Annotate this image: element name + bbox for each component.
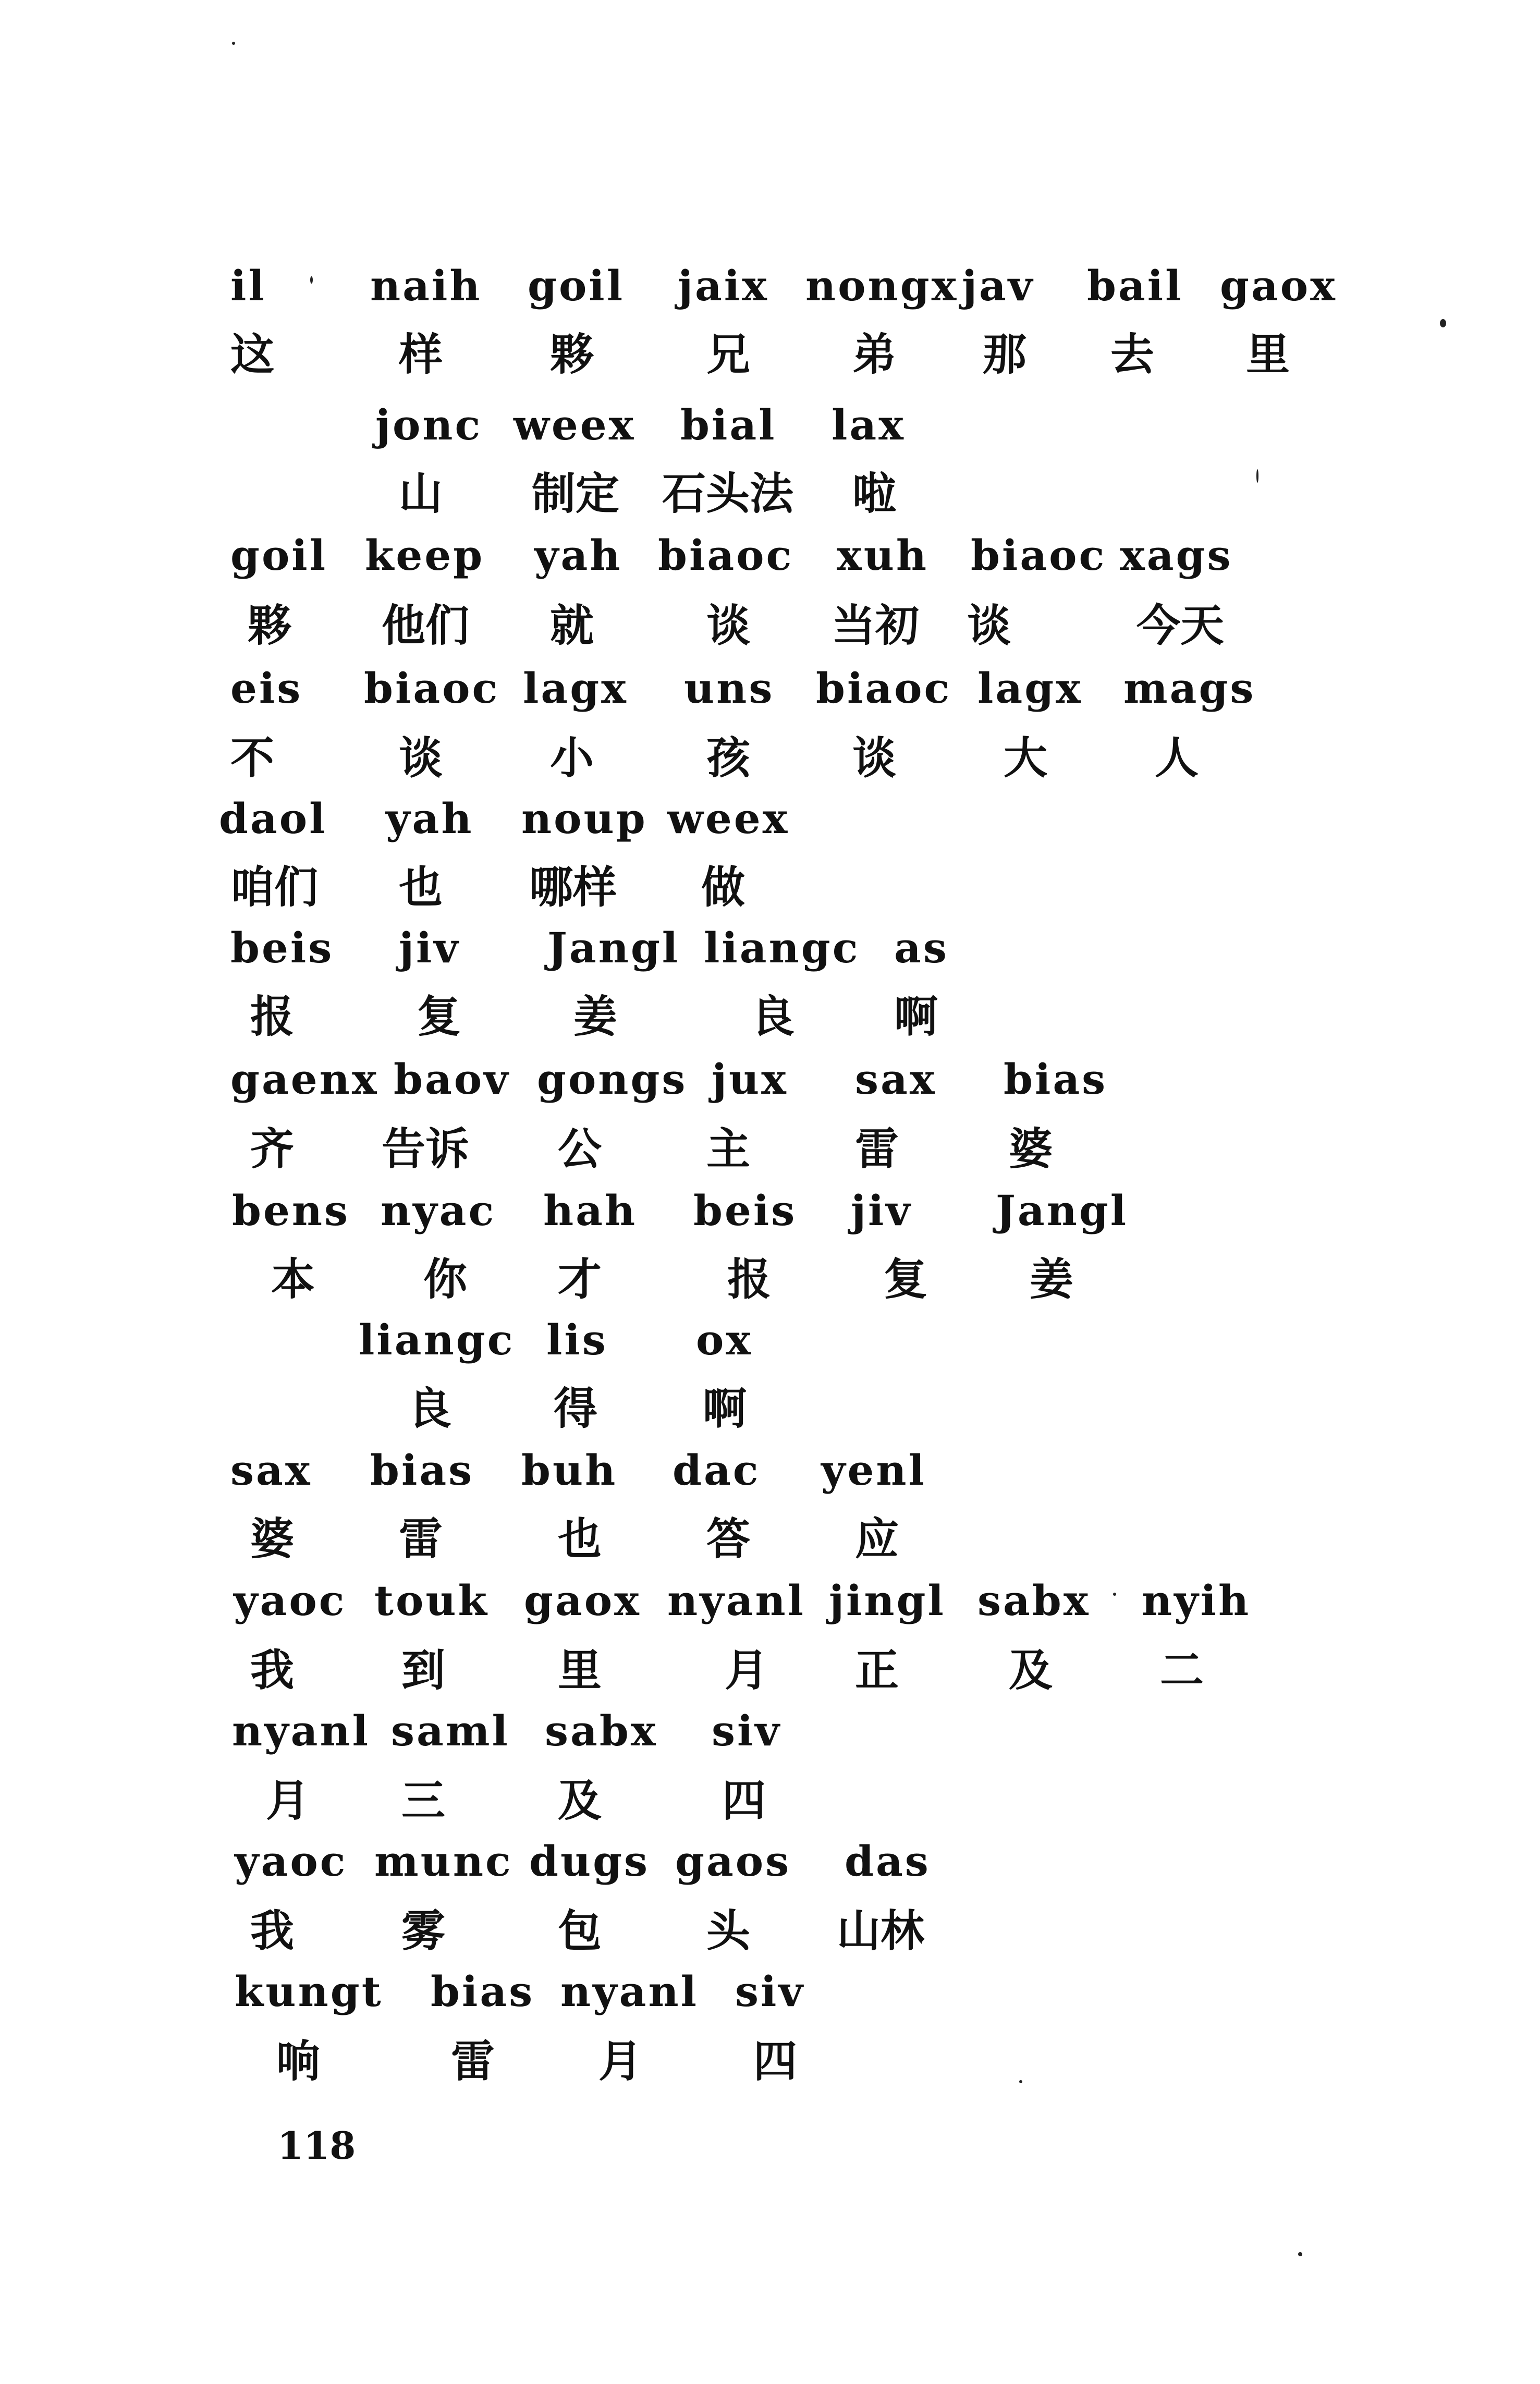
- romanized-word: nongx: [805, 261, 959, 310]
- chinese-gloss: 三: [401, 1775, 446, 1826]
- chinese-gloss: 雷: [855, 1123, 899, 1175]
- chinese-gloss: 啦: [852, 468, 897, 519]
- romanized-word: beis: [693, 1186, 797, 1235]
- romanized-word: liangc: [704, 923, 860, 972]
- chinese-gloss: 雷: [451, 2036, 495, 2087]
- romanized-word: beis: [230, 923, 334, 972]
- chinese-gloss: 及: [558, 1775, 602, 1826]
- chinese-gloss: 小: [550, 732, 594, 784]
- chinese-gloss: 那: [983, 329, 1027, 380]
- romanized-word: bial: [680, 400, 777, 449]
- chinese-gloss: 大: [1004, 732, 1048, 784]
- romanized-word: jonc: [375, 400, 483, 449]
- romanized-word: jux: [712, 1055, 788, 1104]
- chinese-gloss: 这: [230, 329, 275, 380]
- romanized-word: gongs: [537, 1055, 688, 1104]
- chinese-gloss: 包: [558, 1905, 602, 1957]
- romanized-word: lagx: [523, 664, 628, 713]
- chinese-gloss: 才: [558, 1254, 602, 1305]
- chinese-gloss: 报: [727, 1254, 772, 1305]
- romanized-word: xuh: [837, 531, 929, 580]
- romanized-word: yaoc: [235, 1837, 348, 1886]
- romanized-word: lax: [832, 400, 906, 449]
- chinese-gloss: 石头法: [662, 468, 794, 519]
- chinese-gloss: 做: [701, 862, 745, 913]
- romanized-word: jiv: [399, 923, 460, 972]
- chinese-gloss: 兄: [706, 329, 751, 380]
- romanized-word: yaoc: [234, 1576, 347, 1625]
- romanized-word: gaenx: [230, 1055, 379, 1104]
- chinese-gloss: 复: [417, 991, 461, 1042]
- romanized-word: yenl: [821, 1446, 926, 1495]
- romanized-word: goil: [528, 261, 625, 310]
- scan-speck: [310, 276, 313, 284]
- page-number: 118: [277, 2123, 356, 2168]
- romanized-word: sax: [230, 1446, 312, 1495]
- romanized-word: Jangl: [547, 923, 680, 972]
- chinese-gloss: 弟: [852, 329, 897, 380]
- scan-speck: [1256, 469, 1258, 483]
- romanized-word: hah: [543, 1186, 638, 1235]
- romanized-word: bias: [370, 1446, 474, 1495]
- chinese-gloss: 当初: [832, 600, 920, 651]
- chinese-gloss: 夥: [248, 600, 292, 651]
- chinese-gloss: 姜: [573, 991, 618, 1042]
- romanized-word: kungt: [235, 1967, 383, 2016]
- chinese-gloss: 主: [706, 1123, 751, 1175]
- romanized-word: nyih: [1142, 1576, 1251, 1625]
- romanized-word: nyanl: [232, 1706, 371, 1755]
- romanized-word: jaix: [678, 261, 769, 310]
- romanized-word: dac: [673, 1446, 761, 1495]
- chinese-gloss: 正: [855, 1645, 899, 1696]
- chinese-gloss: 本: [271, 1254, 315, 1305]
- romanized-word: bias: [431, 1967, 535, 2016]
- scan-speck: [1113, 1593, 1116, 1596]
- romanized-word: il: [230, 261, 266, 310]
- chinese-gloss: 他们: [382, 600, 470, 651]
- chinese-gloss: 就: [550, 600, 594, 651]
- chinese-gloss: 今天: [1136, 600, 1225, 651]
- romanized-word: lagx: [977, 664, 1083, 713]
- romanized-word: siv: [712, 1706, 781, 1755]
- chinese-gloss: 你: [423, 1254, 468, 1305]
- romanized-word: biaoc: [971, 531, 1107, 580]
- romanized-word: nyanl: [560, 1967, 699, 2016]
- romanized-word: biaoc: [364, 664, 500, 713]
- chinese-gloss: 人: [1155, 732, 1199, 784]
- chinese-gloss: 答: [706, 1513, 751, 1564]
- romanized-word: jingl: [829, 1576, 946, 1625]
- romanized-word: jav: [962, 261, 1035, 310]
- romanized-word: as: [894, 923, 949, 972]
- chinese-gloss: 四: [722, 1775, 766, 1826]
- romanized-word: bens: [232, 1186, 350, 1235]
- romanized-word: sabx: [545, 1706, 658, 1755]
- chinese-gloss: 雾: [401, 1905, 446, 1957]
- chinese-gloss: 咱们: [230, 862, 319, 913]
- romanized-word: gaox: [524, 1576, 641, 1625]
- romanized-word: weex: [667, 794, 790, 843]
- romanized-word: dugs: [529, 1837, 650, 1886]
- romanized-word: goil: [230, 531, 328, 580]
- chinese-gloss: 啊: [703, 1383, 747, 1434]
- chinese-gloss: 谈: [967, 600, 1011, 651]
- chinese-gloss: 也: [399, 862, 443, 913]
- romanized-word: bail: [1087, 261, 1183, 310]
- scan-speck: [1298, 2252, 1302, 2256]
- chinese-gloss: 报: [250, 991, 295, 1042]
- romanized-word: weex: [514, 400, 636, 449]
- chinese-gloss: 公: [558, 1123, 602, 1175]
- chinese-gloss: 到: [401, 1645, 446, 1696]
- romanized-word: naih: [370, 261, 482, 310]
- chinese-gloss: 四: [753, 2036, 798, 2087]
- chinese-gloss: 也: [558, 1513, 602, 1564]
- chinese-gloss: 我: [250, 1645, 295, 1696]
- chinese-gloss: 去: [1110, 329, 1155, 380]
- scan-speck: [1440, 319, 1446, 327]
- chinese-gloss: 应: [855, 1513, 899, 1564]
- romanized-word: bias: [1004, 1055, 1108, 1104]
- romanized-word: buh: [521, 1446, 618, 1495]
- romanized-word: munc: [374, 1837, 513, 1886]
- chinese-gloss: 头: [706, 1905, 751, 1957]
- romanized-word: mags: [1123, 664, 1256, 713]
- chinese-gloss: 不: [230, 732, 275, 784]
- romanized-word: siv: [735, 1967, 805, 2016]
- romanized-word: daol: [219, 794, 327, 843]
- chinese-gloss: 里: [558, 1645, 602, 1696]
- chinese-gloss: 婆: [1009, 1123, 1053, 1175]
- chinese-gloss: 良: [408, 1383, 452, 1434]
- romanized-word: jiv: [851, 1186, 912, 1235]
- romanized-word: das: [845, 1837, 931, 1886]
- chinese-gloss: 山林: [837, 1905, 925, 1957]
- chinese-gloss: 得: [554, 1383, 598, 1434]
- chinese-gloss: 婆: [250, 1513, 295, 1564]
- romanized-word: uns: [684, 664, 775, 713]
- romanized-word: xags: [1120, 531, 1233, 580]
- chinese-gloss: 哪样: [529, 862, 617, 913]
- chinese-gloss: 孩: [706, 732, 751, 784]
- chinese-gloss: 山: [399, 468, 443, 519]
- chinese-gloss: 姜: [1030, 1254, 1074, 1305]
- chinese-gloss: 啊: [894, 991, 938, 1042]
- chinese-gloss: 及: [1009, 1645, 1053, 1696]
- romanized-word: liangc: [359, 1315, 515, 1364]
- chinese-gloss: 响: [276, 2036, 321, 2087]
- romanized-word: biaoc: [658, 531, 794, 580]
- romanized-word: nyac: [381, 1186, 496, 1235]
- chinese-gloss: 我: [250, 1905, 295, 1957]
- romanized-word: biaoc: [816, 664, 952, 713]
- chinese-gloss: 复: [884, 1254, 928, 1305]
- romanized-word: saml: [391, 1706, 510, 1755]
- chinese-gloss: 里: [1246, 329, 1290, 380]
- romanized-word: keep: [365, 531, 485, 580]
- romanized-word: nyanl: [667, 1576, 806, 1625]
- chinese-gloss: 月: [266, 1775, 310, 1826]
- romanized-word: touk: [374, 1576, 489, 1625]
- romanized-word: sabx: [977, 1576, 1091, 1625]
- romanized-word: gaos: [675, 1837, 791, 1886]
- romanized-word: sax: [855, 1055, 937, 1104]
- chinese-gloss: 谈: [852, 732, 897, 784]
- chinese-gloss: 样: [399, 329, 443, 380]
- chinese-gloss: 齐: [250, 1123, 295, 1175]
- romanized-word: yah: [386, 794, 474, 843]
- chinese-gloss: 二: [1160, 1645, 1204, 1696]
- chinese-gloss: 制定: [532, 468, 620, 519]
- scan-speck: [1019, 2080, 1022, 2083]
- romanized-word: lis: [546, 1315, 608, 1364]
- romanized-word: ox: [696, 1315, 753, 1364]
- chinese-gloss: 告诉: [382, 1123, 470, 1175]
- romanized-word: baov: [394, 1055, 510, 1104]
- romanized-word: Jangl: [996, 1186, 1129, 1235]
- romanized-word: gaox: [1220, 261, 1337, 310]
- chinese-gloss: 谈: [706, 600, 751, 651]
- chinese-gloss: 良: [751, 991, 795, 1042]
- chinese-gloss: 月: [598, 2036, 643, 2087]
- chinese-gloss: 月: [725, 1645, 769, 1696]
- chinese-gloss: 谈: [399, 732, 443, 784]
- romanized-word: eis: [230, 664, 303, 713]
- scan-speck: [232, 42, 235, 45]
- romanized-word: yah: [534, 531, 622, 580]
- chinese-gloss: 雷: [399, 1513, 443, 1564]
- romanized-word: noup: [521, 794, 647, 843]
- chinese-gloss: 夥: [550, 329, 594, 380]
